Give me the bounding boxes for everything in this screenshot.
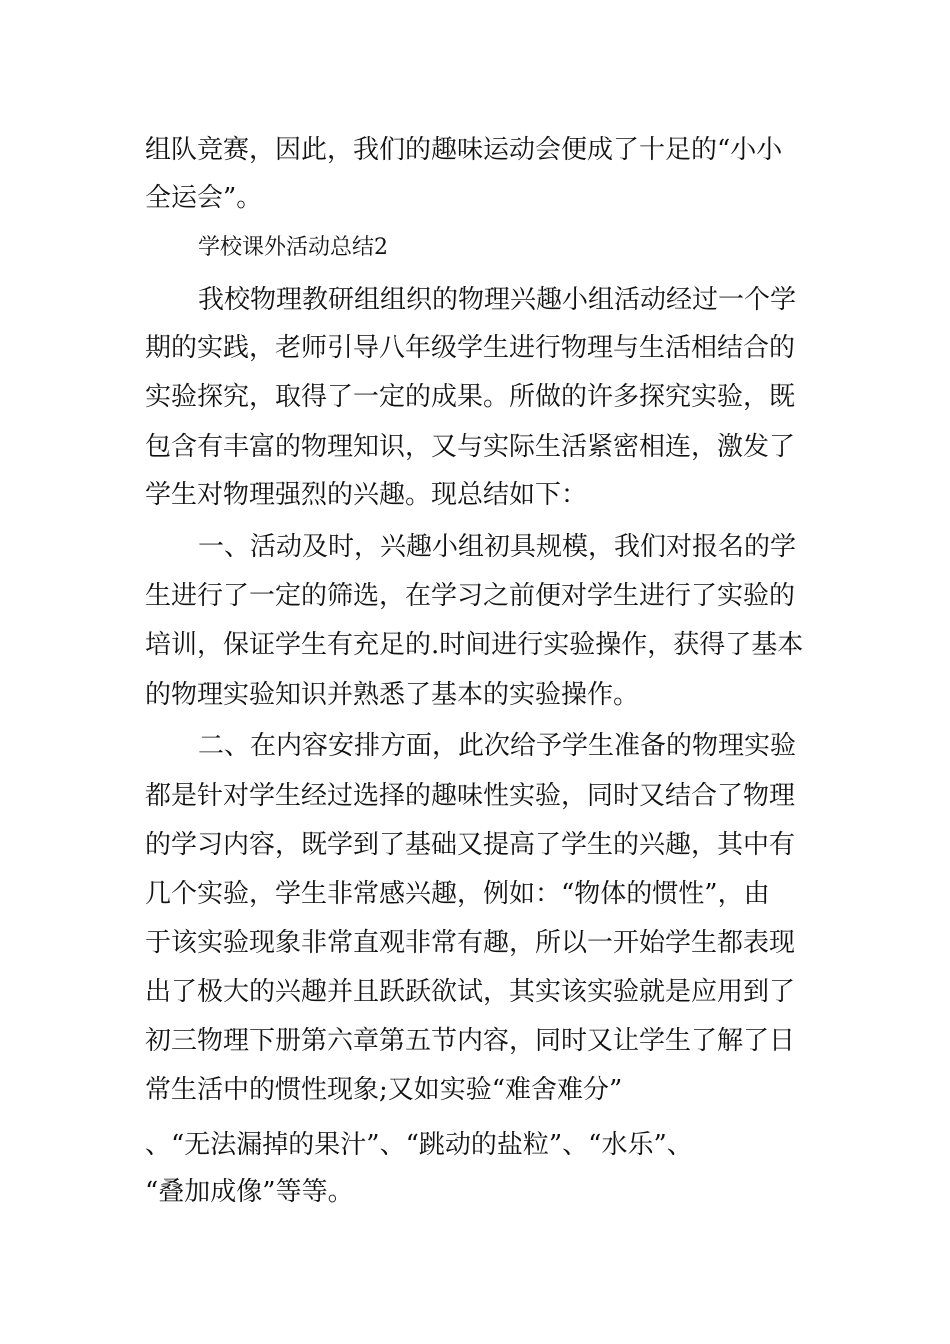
paragraph-1-line-3: 实验探究，取得了一定的成果。所做的许多探究实验，既 — [145, 382, 796, 412]
paragraph-3-line-5: 于该实验现象非常直观非常有趣，所以一开始学生都表现 — [145, 928, 796, 958]
section-heading: 学校课外活动总结2 — [198, 235, 388, 260]
paragraph-3-line-6: 出了极大的兴趣并且跃跃欲试，其实该实验就是应用到了 — [145, 977, 796, 1007]
paragraph-1-line-1: 我校物理教研组组织的物理兴趣小组活动经过一个学 — [198, 285, 797, 315]
paragraph-3-line-8: 常生活中的惯性现象;又如实验“难舍难分” — [145, 1075, 623, 1105]
paragraph-2-line-3: 培训，保证学生有充足的.时间进行实验操作，获得了基本 — [145, 630, 804, 660]
paragraph-3-line-7: 初三物理下册第六章第五节内容，同时又让学生了解了日 — [145, 1026, 796, 1056]
paragraph-2-line-2: 生进行了一定的筛选，在学习之前便对学生进行了实验的 — [145, 581, 796, 611]
paragraph-2-line-1: 一、活动及时，兴趣小组初具规模，我们对报名的学 — [198, 532, 797, 562]
paragraph-3-line-2: 都是针对学生经过选择的趣味性实验，同时又结合了物理 — [145, 781, 796, 811]
paragraph-1-line-5: 学生对物理强烈的兴趣。现总结如下： — [145, 480, 588, 510]
paragraph-3-line-10: “叠加成像”等等。 — [145, 1177, 354, 1207]
text-line-1: 组队竞赛，因此，我们的趣味运动会便成了十足的“小小 — [145, 135, 783, 165]
paragraph-2-line-4: 的物理实验知识并熟悉了基本的实验操作。 — [145, 680, 640, 710]
paragraph-3-line-3: 的学习内容，既学到了基础又提高了学生的兴趣，其中有 — [145, 830, 796, 860]
paragraph-3-line-1: 二、在内容安排方面，此次给予学生准备的物理实验 — [198, 731, 797, 761]
paragraph-1-line-4: 包含有丰富的物理知识，又与实际生活紧密相连，激发了 — [145, 432, 796, 462]
paragraph-3-line-4: 几个实验，学生非常感兴趣，例如：“物体的惯性”，由 — [145, 879, 770, 909]
text-line-2: 全运会”。 — [145, 183, 263, 213]
paragraph-3-line-9: 、“无法漏掉的果汁”、“跳动的盐粒”、“水乐”、 — [145, 1130, 693, 1160]
paragraph-1-line-2: 期的实践，老师引导八年级学生进行物理与生活相结合的 — [145, 333, 796, 363]
